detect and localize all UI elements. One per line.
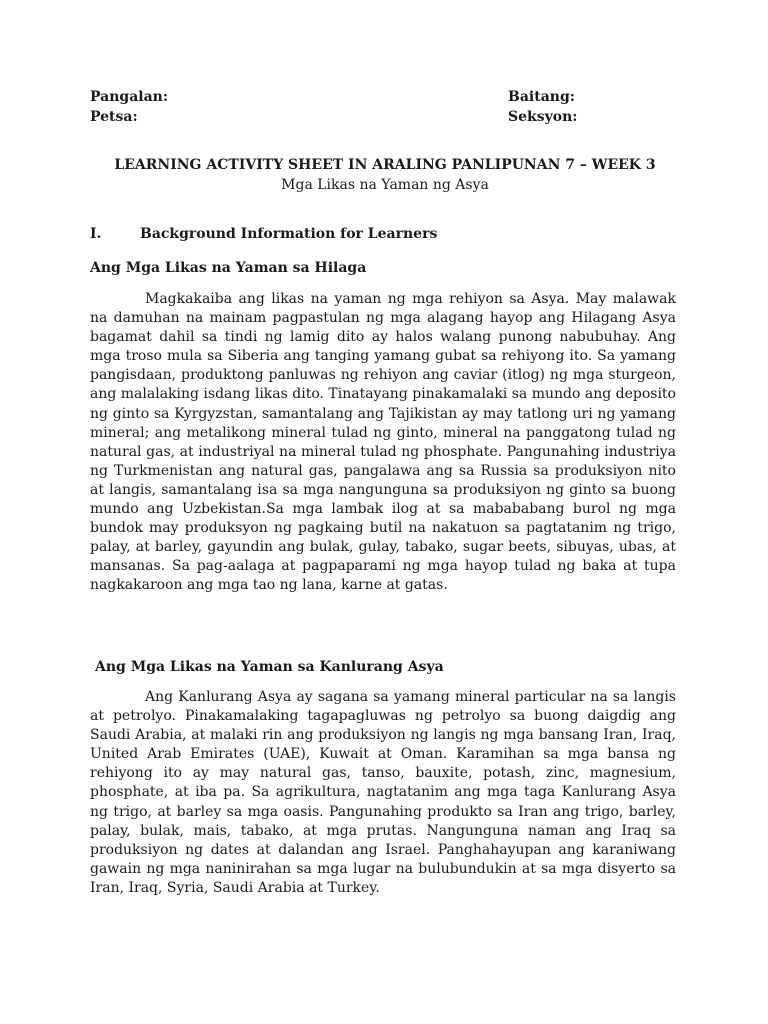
header-left [90,87,168,127]
document-subtitle: Mga Likas na Yaman ng Asya [281,177,489,193]
grade-label: Baitang: [508,89,575,105]
header-right [508,87,577,127]
name-label: Pangalan: [90,89,168,105]
north-paragraph: Magkakaiba ang likas na yaman ng mga rehiyon sa Asya. May malawak na damuhan na mainam pagpastulan ng mga alagang hayop ang Hilagang Asya bagamat dahil sa tindi ng lamig dito ay halos walang punong nabubuhay. Ang mga troso mula sa Siberia ang tanging yamang gubat sa rehiyong ito. Sa yamang pangisdaan, produktong panluwas ng rehiyon ang caviar (itlog) ng mga sturgeon, ang malalaking isdang likas dito. Tinatayang pinakamalaki sa mundo ang deposito ng ginto sa Kyrgyzstan, samantalang ang Tajikistan ay may tatlong uri ng yamang mineral; ang metalikong mineral tulad ng ginto, mineral na panggatong tulad ng natural gas, at industriyal na mineral tulad ng phosphate. Pangunahing industriya ng Turkmenistan ang natural gas, pangalawa ang sa Russia sa produksiyon nito at langis, samantalang isa sa mga nangunguna sa produksiyon ng ginto sa buong mundo ang Uzbekistan.Sa mga lambak ilog at sa mabababang burol ng mga bundok may produksyon ng pagkaing butil na nakatuon sa pagtatanim ng trigo, palay, at barley, gayundin ang bulak, gulay, tabako, sugar beets, sibuyas, ubas, at mansanas. Sa pag-aalaga at pagpaparami ng mga hayop tulad ng baka at tupa nagkakaroon ang mga tao ng lana, karne at gatas. [90,291,676,594]
section-label: Seksyon: [508,109,578,125]
section-number: I. [90,226,102,242]
west-heading: Ang Mga Likas na Yaman sa Kanlurang Asya [95,659,444,675]
section-heading [90,224,437,244]
west-paragraph: Ang Kanlurang Asya ay sagana sa yamang mineral particular na sa langis at petrolyo. Pinakamalaking tagapagluwas ng petrolyo sa buong daigdig ang Saudi Arabia, at malaki rin ang produksiyon ng langis ng mga bansang Iran, Iraq, United Arab Emirates (UAE), Kuwait at Oman. Karamihan sa mga bansa ng rehiyong ito ay may natural gas, tanso, bauxite, potash, zinc, magnesium, phosphate, at iba pa. Sa agrikultura, nagtatanim ang mga taga Kanlurang Asya ng trigo, at barley sa mga oasis. Pangunahing produkto sa Iran ang trigo, barley, palay, bulak, mais, tabako, at mga prutas. Nangunguna naman ang Iraq sa produksiyon ng dates at dalandan ang Israel. Panghahayupan ang karaniwang gawain ng mga naninirahan sa mga lugar na bulubundukin at sa mga disyerto sa Iran, Iraq, Syria, Saudi Arabia at Turkey. [90,689,676,896]
section-heading-text: Background Information for Learners [140,226,438,242]
document-title: LEARNING ACTIVITY SHEET IN ARALING PANLIPUNAN 7 – WEEK 3 [114,157,656,173]
north-heading: Ang Mga Likas na Yaman sa Hilaga [90,260,367,276]
date-label: Petsa: [90,109,138,125]
